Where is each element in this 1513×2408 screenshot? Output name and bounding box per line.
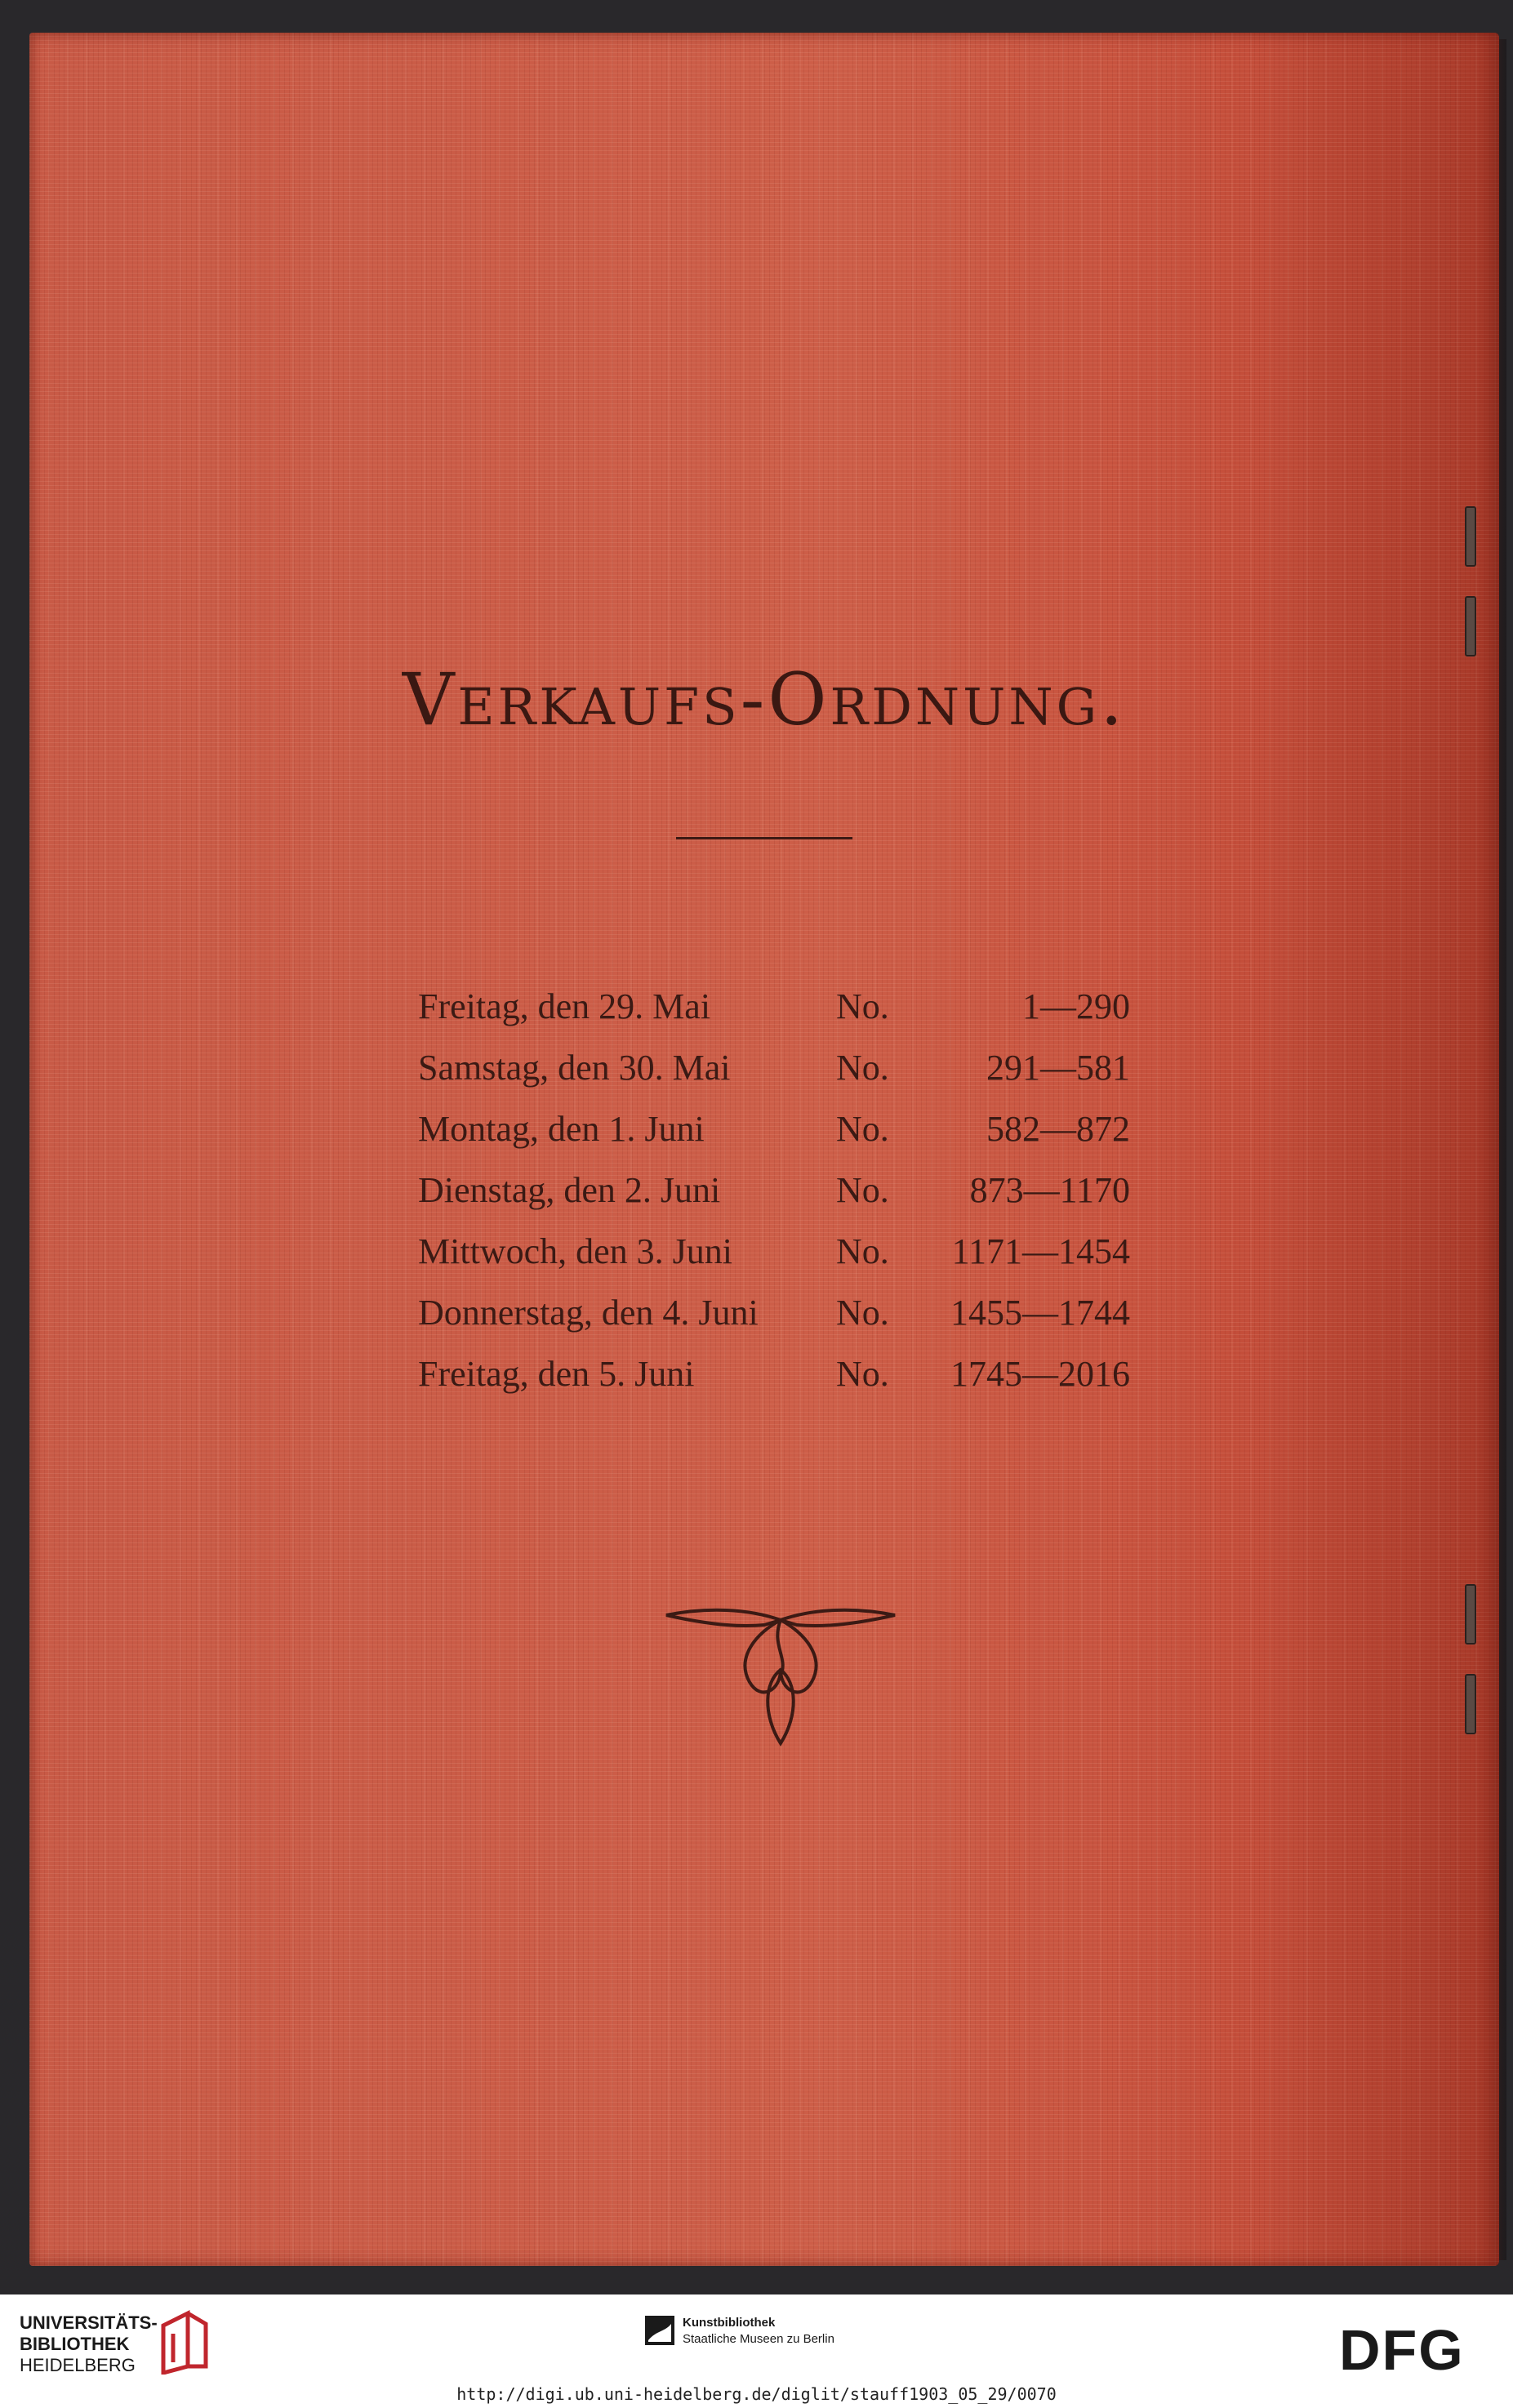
schedule-range: 291—581	[986, 1048, 1130, 1088]
kunstbibliothek-mark-icon	[645, 2316, 674, 2345]
ub-book-icon	[155, 2309, 212, 2375]
ub-line-3: HEIDELBERG	[20, 2355, 136, 2375]
book-cover	[29, 33, 1499, 2266]
permalink-url[interactable]: http://digi.ub.uni-heidelberg.de/diglit/stauff1903_05_29/0070	[456, 2384, 1057, 2404]
schedule-row	[418, 1343, 1153, 1404]
schedule-no: No.	[836, 1109, 889, 1149]
schedule-row	[418, 1282, 1153, 1343]
schedule-no: No.	[836, 986, 889, 1026]
schedule-no: No.	[836, 1293, 889, 1333]
schedule-no: No.	[836, 1231, 889, 1271]
kb-subtitle: Staatliche Museen zu Berlin	[683, 2332, 834, 2346]
schedule-row	[418, 1098, 1153, 1159]
kb-name: Kunstbibliothek	[683, 2316, 776, 2330]
schedule-no: No.	[836, 1048, 889, 1088]
library-footer	[0, 2294, 1513, 2408]
dfg-logo[interactable]: DFG	[1339, 2318, 1465, 2382]
cover-fold	[1246, 33, 1499, 2266]
schedule-row	[418, 1221, 1153, 1282]
schedule-no: No.	[836, 1170, 889, 1210]
schedule-range: 873—1170	[969, 1170, 1130, 1210]
schedule-day: Samstag, den 30. Mai	[418, 1048, 731, 1088]
sale-schedule	[418, 976, 1153, 1404]
schedule-row	[418, 1159, 1153, 1221]
schedule-day: Freitag, den 5. Juni	[418, 1354, 695, 1394]
cover-title: Verkaufs-Ordnung.	[402, 657, 1127, 741]
schedule-range: 1455—1744	[950, 1293, 1130, 1333]
schedule-day: Montag, den 1. Juni	[418, 1109, 705, 1149]
schedule-day: Donnerstag, den 4. Juni	[418, 1293, 759, 1333]
schedule-day: Mittwoch, den 3. Juni	[418, 1231, 732, 1271]
schedule-no: No.	[836, 1354, 889, 1394]
staple-bottom-1	[1465, 1584, 1476, 1645]
schedule-row	[418, 1037, 1153, 1098]
ribbon-ornament-icon	[658, 1600, 903, 1764]
schedule-row	[418, 976, 1153, 1037]
schedule-range: 1745—2016	[950, 1354, 1130, 1394]
schedule-day: Freitag, den 29. Mai	[418, 986, 711, 1026]
ub-line-1: UNIVERSITÄTS-	[20, 2312, 158, 2333]
schedule-range: 1171—1454	[951, 1231, 1130, 1271]
staple-top-1	[1465, 506, 1476, 567]
schedule-day: Dienstag, den 2. Juni	[418, 1170, 721, 1210]
title-divider	[676, 837, 852, 839]
schedule-range: 1—290	[1022, 986, 1130, 1026]
staple-top-2	[1465, 596, 1476, 657]
schedule-range: 582—872	[986, 1109, 1130, 1149]
ub-line-2: BIBLIOTHEK	[20, 2334, 130, 2354]
staple-bottom-2	[1465, 1674, 1476, 1734]
